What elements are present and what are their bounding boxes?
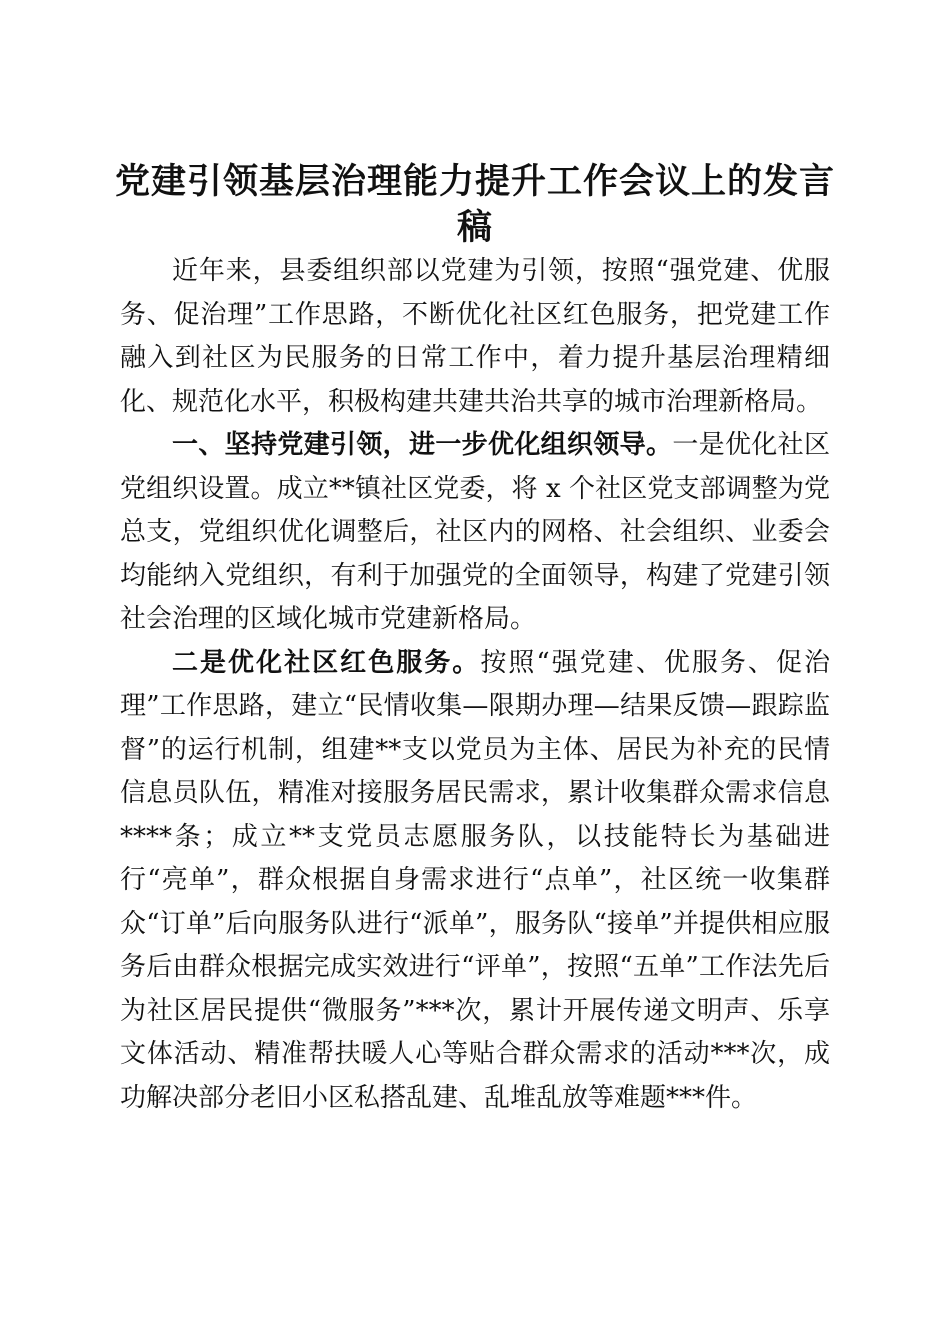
section-one-text: 一是优化社区党组织设置。成立**镇社区党委，将 x 个社区党支部调整为党总支，党组织优化调整后，社区内的网格、社会组织、业委会均能纳入党组织，有利于加强党的全面领导，构建了党建引领社会治理的区域化城市党建新格局。 bbox=[120, 430, 830, 634]
section-one-paragraph bbox=[120, 424, 830, 642]
section-two-text: 按照“强党建、优服务、促治理”工作思路，建立“民情收集—限期办理—结果反馈—跟踪监督”的运行机制，组建**支以党员为主体、居民为补充的民情信息员队伍，精准对接服务居民需求，累计收集群众需求信息****条；成立**支党员志愿服务队，以技能特长为基础进行“亮单”，群众根据自身需求进行“点单”，社区统一收集群众“订单”后向服务队进行“派单”，服务队“接单”并提供相应服务后由群众根据完成实效进行“评单”，按照“五单”工作法先后为社区居民提供“微服务”***次，累计开展传递文明声、乐享文体活动、精准帮扶暖人心等贴合群众需求的活动***次，成功解决部分老旧小区私搭乱建、乱堆乱放等难题***件。 bbox=[120, 647, 830, 1113]
intro-paragraph bbox=[120, 250, 830, 424]
section-one-heading: 一、坚持党建引领，进一步优化组织领导。 bbox=[172, 430, 673, 460]
intro-paragraph-text: 近年来，县委组织部以党建为引领，按照“强党建、优服务、促治理”工作思路，不断优化社区红色服务，把党建工作融入到社区为民服务的日常工作中，着力提升基层治理精细化、规范化水平，积极构建共建共治共享的城市治理新格局。 bbox=[120, 256, 830, 417]
document-body bbox=[120, 250, 830, 1120]
document-title: 党建引领基层治理能力提升工作会议上的发言稿 bbox=[114, 161, 835, 249]
section-two-heading: 二是优化社区红色服务。 bbox=[172, 647, 481, 678]
section-two-paragraph bbox=[120, 642, 830, 1121]
